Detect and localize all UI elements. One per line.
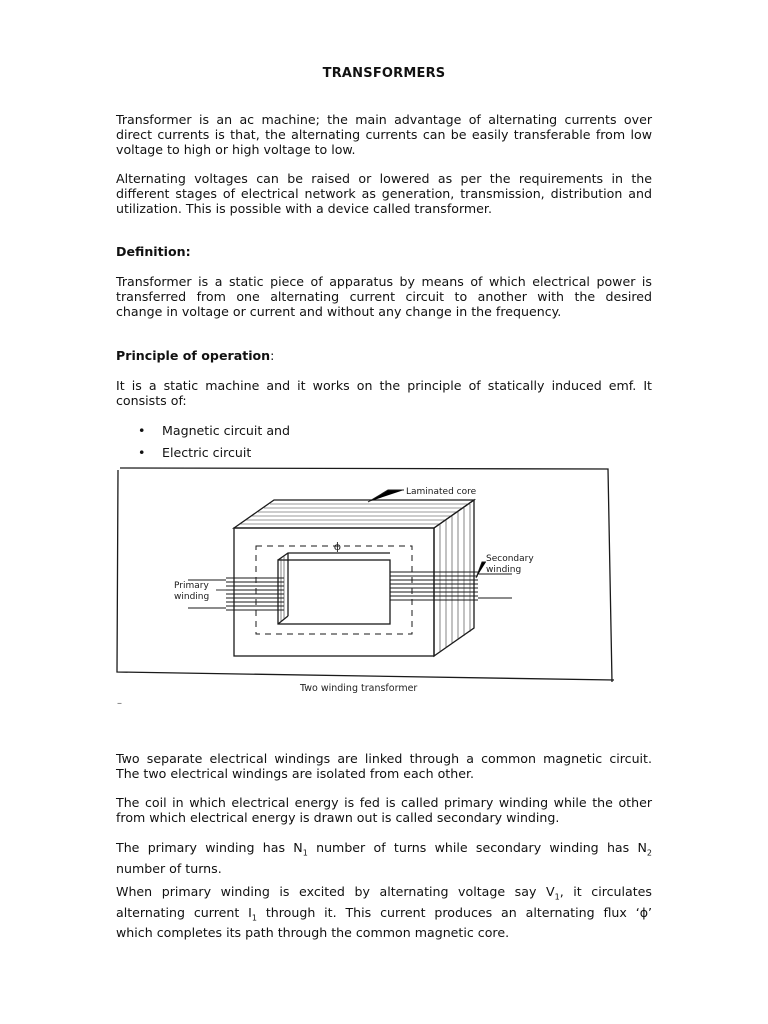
page-title: TRANSFORMERS — [322, 66, 446, 81]
primary-label-line2: winding — [174, 592, 210, 602]
primary-winding-coils — [226, 578, 284, 610]
transformer-figure — [116, 466, 616, 686]
text-line: change in voltage or current and without any change in the frequency. — [116, 304, 562, 319]
text-line: which completes its path through the common magnetic core. — [116, 925, 510, 941]
principle-paragraph — [116, 378, 652, 408]
text-fragment: alternating current I — [116, 904, 252, 920]
bullet-item — [138, 445, 251, 460]
text-fragment: through it. This current produces an alternating flux ‘ϕ’ — [256, 904, 653, 920]
figure-frame-bottom — [117, 470, 614, 680]
bullet-icon: • — [138, 423, 146, 438]
body-paragraph-4 — [116, 884, 652, 940]
text-fragment: , it circulates — [559, 884, 652, 899]
text-line — [116, 840, 652, 861]
bullet-icon: • — [138, 445, 146, 460]
secondary-label-line1: Secondary — [486, 554, 534, 564]
secondary-label-line2: winding — [486, 565, 522, 575]
core-label: Laminated core — [406, 487, 477, 497]
text-line: The two electrical windings are isolated from each other. — [116, 766, 474, 781]
principle-heading — [116, 348, 274, 363]
figure-caption: Two winding transformer — [300, 683, 418, 694]
body-paragraph-2 — [116, 795, 652, 825]
text-line: number of turns. — [116, 860, 222, 876]
text-fragment: The primary winding has N — [116, 840, 303, 855]
stray-mark: – — [117, 698, 122, 709]
subscript: 1 — [554, 892, 560, 902]
intro-paragraph-1 — [116, 112, 652, 157]
text-fragment: number of turns while secondary winding has N — [307, 840, 647, 855]
principle-heading-text: Principle of operation — [116, 348, 271, 363]
core-window — [278, 560, 390, 624]
definition-heading: Definition: — [116, 244, 191, 259]
text-line — [116, 884, 652, 905]
text-line: utilization. This is possible with a device called transformer. — [116, 201, 492, 216]
body-paragraph-3 — [116, 840, 652, 876]
transformer-diagram — [116, 466, 616, 686]
text-line: It is a static machine and it works on the principle of statically induced emf. It — [116, 378, 652, 393]
text-line: voltage to high or high voltage to low. — [116, 142, 356, 157]
text-line: Two separate electrical windings are linked through a common magnetic circuit. — [116, 751, 652, 766]
text-line: Alternating voltages can be raised or lowered as per the requirements in the — [116, 171, 652, 186]
body-paragraph-1 — [116, 751, 652, 781]
flux-symbol: ϕ — [334, 542, 341, 553]
subscript: 1 — [302, 848, 308, 858]
bullet-text: Electric circuit — [162, 445, 252, 460]
definition-paragraph — [116, 274, 652, 319]
principle-heading-colon: : — [270, 348, 275, 363]
bullet-text: Magnetic circuit and — [162, 423, 291, 438]
primary-label-line1: Primary — [174, 581, 209, 591]
text-line: transferred from one alternating current circuit to another with the desired — [116, 289, 652, 304]
text-line: Transformer is an ac machine; the main advantage of alternating currents over — [116, 112, 652, 127]
text-line: from which electrical energy is drawn out is called secondary winding. — [116, 810, 560, 825]
text-line — [116, 905, 652, 926]
text-line: different stages of electrical network as generation, transmission, distribution and — [116, 186, 652, 201]
text-line: The coil in which electrical energy is fed is called primary winding while the other — [116, 795, 652, 810]
intro-paragraph-2 — [116, 171, 652, 216]
text-line: Transformer is a static piece of apparatus by means of which electrical power is — [116, 274, 652, 289]
bullet-item — [138, 423, 290, 438]
text-line: direct currents is that, the alternating currents can be easily transferable from low — [116, 127, 652, 142]
text-line: consists of: — [116, 393, 187, 408]
subscript: 1 — [251, 913, 257, 923]
subscript: 2 — [646, 848, 652, 858]
text-fragment: When primary winding is excited by alternating voltage say V — [116, 884, 555, 899]
secondary-leader-line — [476, 562, 486, 578]
